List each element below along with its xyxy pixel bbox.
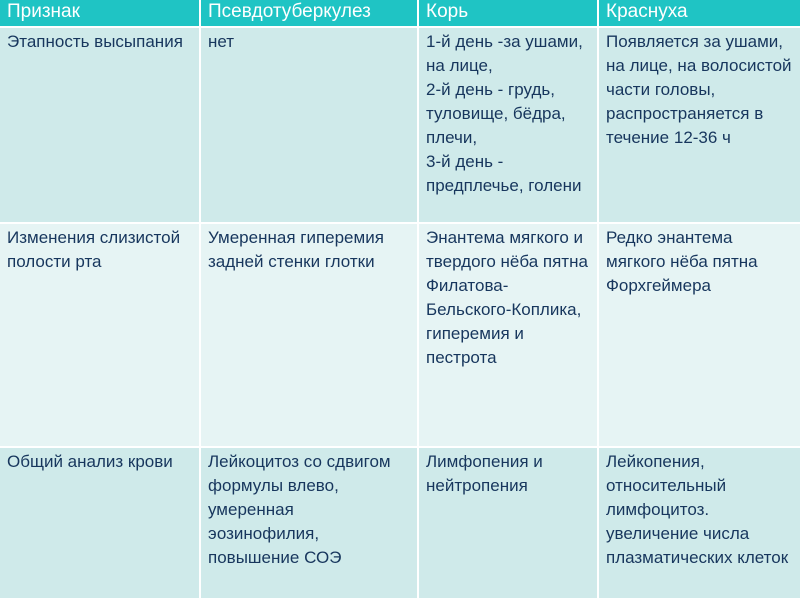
- table-cell: Энантема мягкого и твердого нёба пятна Филатова-Бельского-Коплика, гиперемия и пестрота: [419, 224, 599, 448]
- table-cell: Этапность высыпания: [0, 28, 201, 224]
- table-cell: Редко энантема мягкого нёба пятна Форхгеймера: [599, 224, 800, 448]
- table-cell: Изменения слизистой полости рта: [0, 224, 201, 448]
- table-cell: Появляется за ушами, на лице, на волосистой части головы, распространяется в течение 12-36 ч: [599, 28, 800, 224]
- table-cell: нет: [201, 28, 419, 224]
- header-cell-rubella: Краснуха: [599, 0, 800, 28]
- table-cell: 1-й день -за ушами, на лице, 2-й день - грудь, туловище, бёдра, плечи, 3-й день - предплечье, голени: [419, 28, 599, 224]
- header-cell-pseudotuberculosis: Псевдотуберкулез: [201, 0, 419, 28]
- table-cell: Лейкоцитоз со сдвигом формулы влево, умеренная эозинофилия, повышение СОЭ: [201, 448, 419, 600]
- table-cell: Лейкопения, относительный лимфоцитоз. увеличение числа плазматических клеток: [599, 448, 800, 600]
- table-cell: Лимфопения и нейтропения: [419, 448, 599, 600]
- table-cell: Умеренная гиперемия задней стенки глотки: [201, 224, 419, 448]
- table-cell: Общий анализ крови: [0, 448, 201, 600]
- header-cell-measles: Корь: [419, 0, 599, 28]
- header-cell-sign: Признак: [0, 0, 201, 28]
